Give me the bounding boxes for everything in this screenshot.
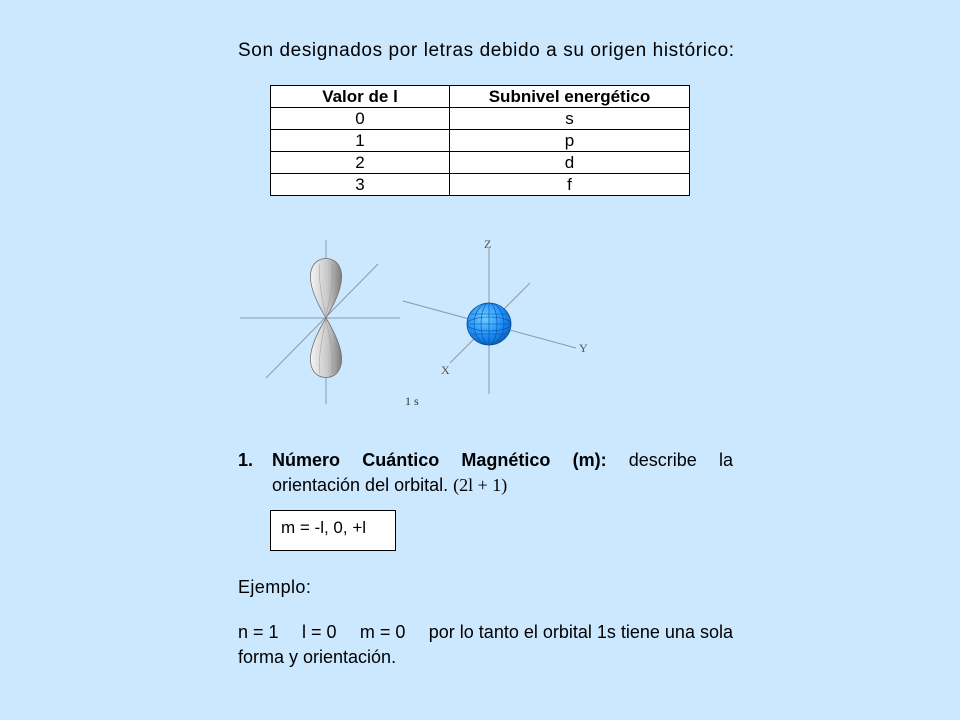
item-title: Número Cuántico Magnético (m): <box>272 450 607 470</box>
orbital-figure <box>238 228 618 418</box>
axis-z-label: Z <box>484 237 492 251</box>
axis-y-label: Y <box>579 341 588 355</box>
item-line1 <box>272 448 733 473</box>
cell-l: 3 <box>271 174 450 196</box>
ejemplo-title: Ejemplo: <box>238 577 312 597</box>
cell-subnivel: p <box>450 130 690 152</box>
ejemplo-m: m = 0 <box>359 622 406 642</box>
cell-l: 2 <box>271 152 450 174</box>
cell-subnivel: s <box>450 108 690 130</box>
formula-box: m = -l, 0, +l <box>270 510 396 551</box>
table-row <box>271 174 690 196</box>
cell-l: 0 <box>271 108 450 130</box>
table-header-row <box>271 86 690 108</box>
ejemplo-l: l = 0 <box>301 622 337 642</box>
ejemplo-body <box>238 620 733 670</box>
intro-text: Son designados por letras debido a su origen histórico: <box>238 40 735 61</box>
magnetic-number-item <box>238 448 733 498</box>
ejemplo-line1 <box>238 620 733 645</box>
subnivel-table <box>270 85 690 196</box>
header-subnivel: Subnivel energético <box>450 86 690 108</box>
item-text-line2: orientación del orbital. <box>272 475 449 495</box>
item-formula: (2l + 1) <box>453 475 508 495</box>
table-row <box>271 108 690 130</box>
header-valor-l: Valor de l <box>271 86 450 108</box>
ejemplo-n: n = 1 <box>238 622 279 642</box>
orbital-caption: 1 s <box>405 394 419 408</box>
axis-x-label: X <box>441 363 450 377</box>
item-number: 1. <box>238 450 254 470</box>
table-row <box>271 130 690 152</box>
ejemplo-line2: forma y orientación. <box>238 647 397 667</box>
table-row <box>271 152 690 174</box>
cell-l: 1 <box>271 130 450 152</box>
item-line2 <box>272 473 733 498</box>
ejemplo-rest: por lo tanto el orbital 1s tiene una sola <box>428 622 733 642</box>
cell-subnivel: d <box>450 152 690 174</box>
s-orbital-icon <box>467 303 511 345</box>
cell-subnivel: f <box>450 174 690 196</box>
item-text-line1: describe la <box>628 450 733 470</box>
